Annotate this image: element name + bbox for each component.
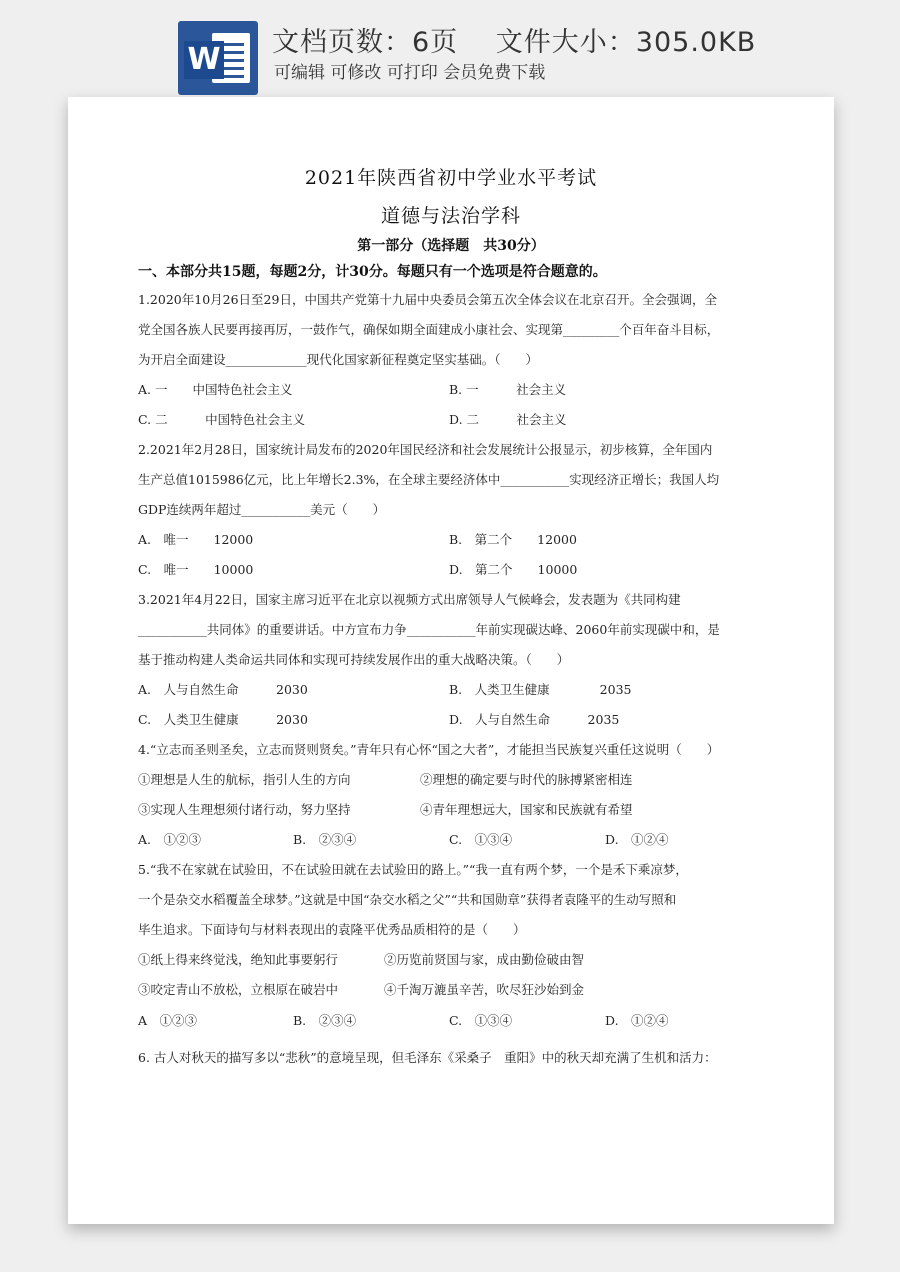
- question-2-option-a: A. 唯一 12000: [138, 532, 254, 547]
- question-3-line-3: 基于推动构建人类命运共同体和实现可持续发展作出的重大战略决策。（ ）: [138, 652, 570, 667]
- question-5-line-2: 一个是杂交水稻覆盖全球梦。”这就是中国“杂交水稻之父”“共和国勋章”获得者袁隆平的生动写照和: [138, 892, 677, 907]
- question-5-option-c: C. ①③④: [449, 1013, 513, 1028]
- part-heading: 第一部分（选择题 共30分）: [357, 238, 545, 254]
- question-1-option-b: B. 一 社会主义: [449, 382, 567, 397]
- question-4-statement-4: ④青年理想远大，国家和民族就有希望: [420, 802, 633, 817]
- question-2-line-1: 2.2021年2月28日，国家统计局发布的2020年国民经济和社会发展统计公报显示，初步核算，全年国内: [138, 442, 713, 457]
- question-2-option-b: B. 第二个 12000: [449, 532, 577, 547]
- question-5-option-d: D. ①②④: [605, 1013, 669, 1028]
- question-5-statement-1: ①纸上得来终觉浅，绝知此事要躬行: [138, 952, 339, 967]
- question-4-statement-3: ③实现人生理想须付诸行动，努力坚持: [138, 802, 351, 817]
- question-1-option-a: A. 一 中国特色社会主义: [138, 382, 293, 397]
- file-info: [272, 20, 756, 59]
- word-letter-icon: W: [184, 41, 224, 79]
- question-5-statement-4: ④千淘万漉虽辛苦，吹尽狂沙始到金: [384, 982, 585, 997]
- question-4-option-c: C. ①③④: [449, 832, 513, 847]
- question-1-line-2: 党全国各族人民要再接再厉，一鼓作气，确保如期全面建成小康社会、实现第_________个百年奋斗目标，: [138, 322, 720, 337]
- question-3-line-1: 3.2021年4月22日，国家主席习近平在北京以视频方式出席领导人气候峰会，发表题为《共同构建: [138, 592, 681, 607]
- question-3-option-a: A. 人与自然生命 2030: [138, 682, 308, 697]
- question-3-line-2: ___________共同体》的重要讲话。中方宣布力争___________年前实现碳达峰、2060年前实现碳中和，是: [138, 622, 720, 637]
- feature-list: 可编辑 可修改 可打印 会员免费下载: [274, 63, 546, 83]
- document-page: [68, 97, 834, 1224]
- question-4-line-1: 4.“立志而圣则圣矣，立志而贤则贤矣。”青年只有心怀“国之大者”，才能担当民族复兴重任这说明（ ）: [138, 742, 720, 757]
- question-4-statement-1: ①理想是人生的航标，指引人生的方向: [138, 772, 351, 787]
- question-3-option-b: B. 人类卫生健康 2035: [449, 682, 632, 697]
- question-1-option-d: D. 二 社会主义: [449, 412, 567, 427]
- exam-title: 2021年陕西省初中学业水平考试: [304, 167, 598, 189]
- download-banner: [0, 0, 900, 98]
- subject-title: 道德与法治学科: [380, 205, 521, 227]
- question-2-option-d: D. 第二个 10000: [449, 562, 578, 577]
- question-2-line-3: GDP连续两年超过___________美元（ ）: [138, 502, 386, 517]
- question-4-option-d: D. ①②④: [605, 832, 669, 847]
- question-1-option-c: C. 二 中国特色社会主义: [138, 412, 306, 427]
- word-document-icon: [178, 21, 258, 95]
- question-5-option-b: B. ②③④: [293, 1013, 357, 1028]
- file-size: 文件大小：305.0KB: [495, 27, 757, 58]
- question-3-option-c: C. 人类卫生健康 2030: [138, 712, 308, 727]
- question-2-option-c: C. 唯一 10000: [138, 562, 254, 577]
- page-count: 文档页数：6页: [272, 27, 459, 58]
- question-6-line-1: 6. 古人对秋天的描写多以“悲秋”的意境呈现，但毛泽东《采桑子 重阳》中的秋天却充满了生机和活力：: [138, 1050, 717, 1065]
- section-instructions: 一、本部分共15题，每题2分，计30分。每题只有一个选项是符合题意的。: [138, 264, 607, 280]
- question-2-line-2: 生产总值1015986亿元，比上年增长2.3%，在全球主要经济体中___________实现经济正增长；我国人均: [138, 472, 720, 487]
- question-5-line-1: 5.“我不在家就在试验田，不在试验田就在去试验田的路上。”“我一直有两个梦，一个是禾下乘凉梦，: [138, 862, 688, 877]
- question-1-line-1: 1.2020年10月26日至29日，中国共产党第十九届中央委员会第五次全体会议在北京召开。全会强调，全: [138, 292, 717, 307]
- question-4-option-b: B. ②③④: [293, 832, 357, 847]
- question-5-option-a: A ①②③: [138, 1013, 198, 1028]
- question-5-line-3: 毕生追求。下面诗句与材料表现出的袁隆平优秀品质相符的是（ ）: [138, 922, 526, 937]
- question-1-line-3: 为开启全面建设_____________现代化国家新征程奠定坚实基础。（ ）: [138, 352, 539, 367]
- question-5-statement-3: ③咬定青山不放松，立根原在破岩中: [138, 982, 339, 997]
- question-5-statement-2: ②历览前贤国与家，成由勤俭破由智: [384, 952, 585, 967]
- question-4-option-a: A. ①②③: [138, 832, 202, 847]
- question-4-statement-2: ②理想的确定要与时代的脉搏紧密相连: [420, 772, 633, 787]
- question-3-option-d: D. 人与自然生命 2035: [449, 712, 620, 727]
